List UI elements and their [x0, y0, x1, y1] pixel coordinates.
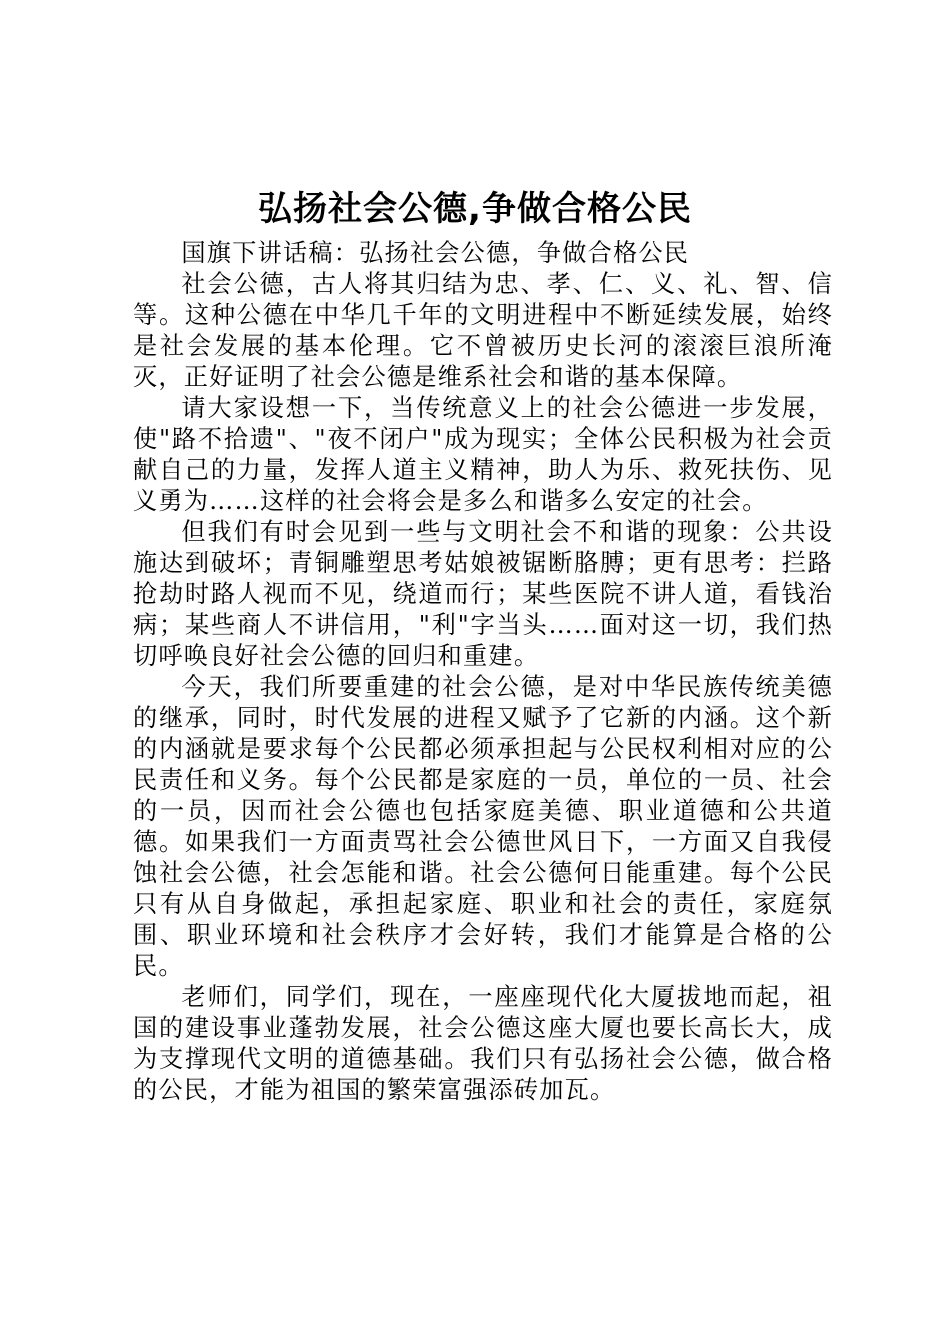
- paragraph: 今天，我们所要重建的社会公德，是对中华民族传统美德的继承，同时，时代发展的进程又赋予了它新的内涵。这个新的内涵就是要求每个公民都必须承担起与公民权利相对应的公民责任和义务。每个公民都是家庭的一员，单位的一员、社会的一员，因而社会公德也包括家庭美德、职业道德和公共道德。如果我们一方面责骂社会公德世风日下，一方面又自我侵蚀社会公德，社会怎能和谐。社会公德何日能重建。每个公民只有从自身做起，承担起家庭、职业和社会的责任，家庭氛围、职业环境和社会秩序才会好转，我们才能算是合格的公民。: [133, 673, 833, 980]
- paragraph: 请大家设想一下，当传统意义上的社会公德进一步发展，使"路不拾遗"、"夜不闭户"成为现实；全体公民积极为社会贡献自己的力量，发挥人道主义精神，助人为乐、救死扶伤、见义勇为……这样的社会将会是多么和谐多么安定的社会。: [133, 394, 833, 515]
- paragraph: 社会公德，古人将其归结为忠、孝、仁、义、礼、智、信等。这种公德在中华几千年的文明进程中不断延续发展，始终是社会发展的基本伦理。它不曾被历史长河的滚滚巨浪所淹灭，正好证明了社会公德是维系社会和谐的基本保障。: [133, 270, 833, 391]
- paragraph: 但我们有时会见到一些与文明社会不和谐的现象：公共设施达到破坏；青铜雕塑思考姑娘被锯断胳膊；更有思考：拦路抢劫时路人视而不见，绕道而行；某些医院不讲人道，看钱治病；某些商人不讲信用，"利"字当头……面对这一切，我们热切呼唤良好社会公德的回归和重建。: [133, 518, 833, 670]
- paragraph: 老师们，同学们，现在，一座座现代化大厦拔地而起，祖国的建设事业蓬勃发展，社会公德这座大厦也要长高长大，成为支撑现代文明的道德基础。我们只有弘扬社会公德，做合格的公民，才能为祖国的繁荣富强添砖加瓦。: [133, 983, 833, 1104]
- document-title: 弘扬社会公德,争做合格公民: [258, 189, 692, 229]
- paragraph-subtitle: 国旗下讲话稿：弘扬社会公德，争做合格公民: [181, 239, 690, 267]
- document-body: [133, 238, 833, 1106]
